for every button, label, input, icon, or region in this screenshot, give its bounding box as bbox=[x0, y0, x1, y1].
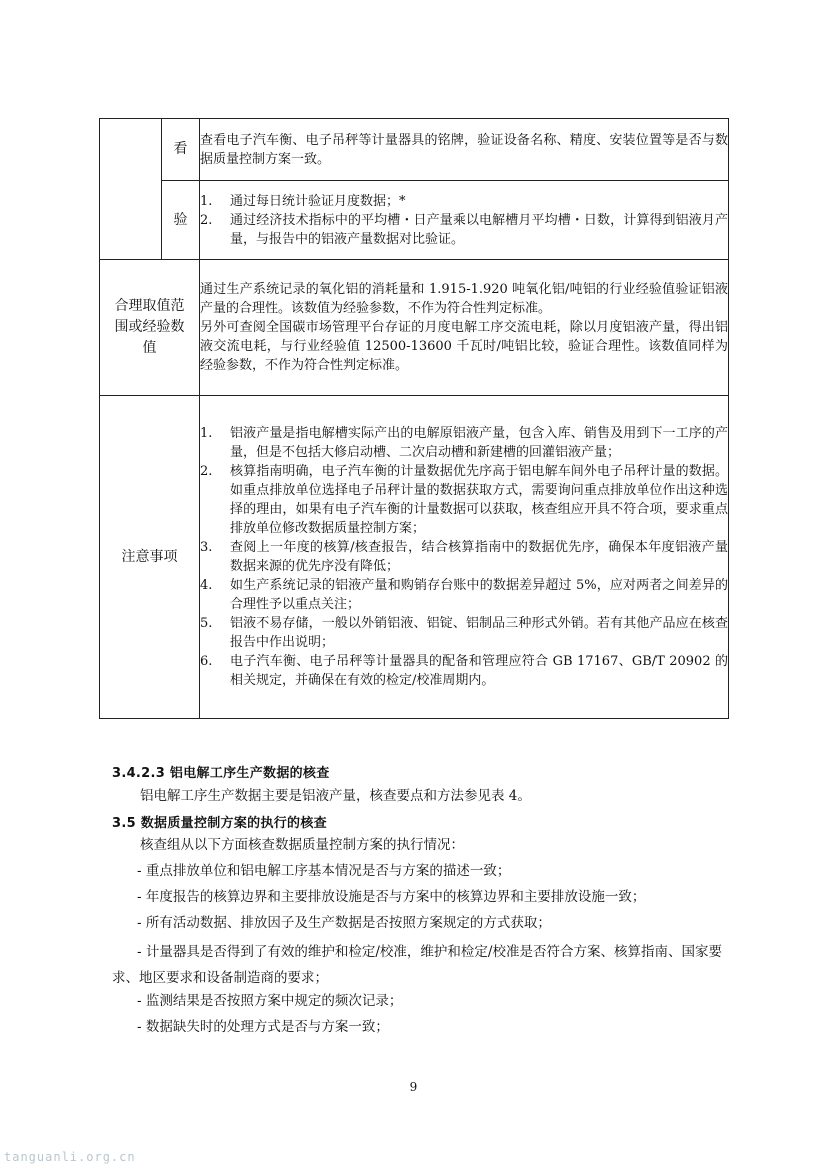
check-item: - 数据缺失时的处理方式是否与方案一致； bbox=[137, 1019, 389, 1035]
row-label-reasonable-range: 合理取值范围或经验数值 bbox=[100, 260, 200, 396]
row-content-reasonable-range bbox=[200, 260, 729, 396]
section-heading-3423: 3.4.2.3 铝电解工序生产数据的核查 bbox=[112, 766, 330, 781]
table-row-look bbox=[100, 119, 729, 181]
verification-table bbox=[99, 118, 729, 719]
list-item: 5. 铝液不易存储，一般以外销铝液、铝锭、铝制品三种形式外销。若有其他产品应在核查报告中作出说明； bbox=[200, 616, 728, 650]
row-content-look bbox=[200, 119, 729, 181]
section-35-intro: 核查组从以下方面核查数据质量控制方案的执行情况： bbox=[140, 837, 464, 853]
reasonable-paragraph: 通过生产系统记录的氧化铝的消耗量和 1.915-1.920 吨氧化铝/吨铝的行业经验值验证铝液产量的合理性。该数值为经验参数，不作为符合性判定标准。 bbox=[200, 282, 728, 316]
table-row-verify bbox=[100, 181, 729, 260]
row-label-verify: 验 bbox=[162, 181, 200, 260]
section-3423-text: 铝电解工序生产数据主要是铝液产量，核查要点和方法参见表 4。 bbox=[140, 788, 531, 804]
check-item: - 计量器具是否得到了有效的维护和检定/校准，维护和检定/校准是否符合方案、核算指南、国家要求、地区要求和设备制造商的要求； bbox=[112, 944, 722, 986]
list-item: 6. 电子汽车衡、电子吊秤等计量器具的配备和管理应符合 GB 17167、GB/T 20902 的相关规定，并确保在有效的检定/校准周期内。 bbox=[200, 654, 728, 688]
list-item: 1. 通过每日统计验证月度数据；* bbox=[200, 193, 406, 209]
table-row-notes bbox=[100, 396, 729, 719]
check-item: - 监测结果是否按照方案中规定的频次记录； bbox=[137, 993, 403, 1009]
section-heading-35: 3.5 数据质量控制方案的执行的核查 bbox=[112, 816, 327, 831]
list-item: 2. 通过经济技术指标中的平均槽・日产量乘以电解槽月平均槽・日数，计算得到铝液月产量，与报告中的铝液产量数据对比验证。 bbox=[200, 212, 728, 247]
page-number: 9 bbox=[409, 1080, 418, 1094]
check-item: - 所有活动数据、排放因子及生产数据是否按照方案规定的方式获取； bbox=[137, 915, 551, 931]
check-item: - 重点排放单位和铝电解工序基本情况是否与方案的描述一致； bbox=[137, 863, 511, 879]
check-item: - 年度报告的核算边界和主要排放设施是否与方案中的核算边界和主要排放设施一致； bbox=[137, 889, 646, 905]
reasonable-paragraph: 另外可查阅全国碳市场管理平台存证的月度电解工序交流电耗，除以月度铝液产量，得出铝液交流电耗，与行业经验值 12500-13600 千瓦时/吨铝比较，验证合理性。该数值同样为经验参数，不作为符合性判定标准。 bbox=[200, 320, 728, 373]
watermark: tanguanli.org.cn bbox=[4, 1150, 136, 1164]
row-label-notes: 注意事项 bbox=[100, 396, 200, 719]
notes-list bbox=[200, 424, 728, 690]
list-item: 4. 如生产系统记录的铝液产量和购销存台账中的数据差异超过 5%，应对两者之间差异的合理性予以重点关注； bbox=[200, 578, 728, 612]
method-category-cell bbox=[100, 119, 162, 260]
list-item: 1. 铝液产量是指电解槽实际产出的电解原铝液产量，包含入库、销售及用到下一工序的产量，但是不包括大修启动槽、二次启动槽和新建槽的回灌铝液产量； bbox=[200, 426, 728, 460]
row-content-verify bbox=[200, 181, 729, 260]
table-row-reasonable-range bbox=[100, 260, 729, 396]
list-item: 2. 核算指南明确，电子汽车衡的计量数据优先序高于铝电解车间外电子吊秤计量的数据。如重点排放单位选择电子吊秤计量的数据获取方式，需要询问重点排放单位作出这种选择的理由，如果有电子汽车衡的计量数据可以获取，核查组应开具不符合项，要求重点排放单位修改数据质量控制方案； bbox=[200, 464, 728, 536]
look-text: 查看电子汽车衡、电子吊秤等计量器具的铭牌，验证设备名称、精度、安装位置等是否与数据质量控制方案一致。 bbox=[200, 132, 728, 167]
list-item: 3. 查阅上一年度的核算/核查报告，结合核算指南中的数据优先序，确保本年度铝液产量数据来源的优先序没有降低； bbox=[200, 540, 728, 574]
verify-list bbox=[200, 192, 728, 249]
row-label-look: 看 bbox=[162, 119, 200, 181]
row-content-notes bbox=[200, 396, 729, 719]
